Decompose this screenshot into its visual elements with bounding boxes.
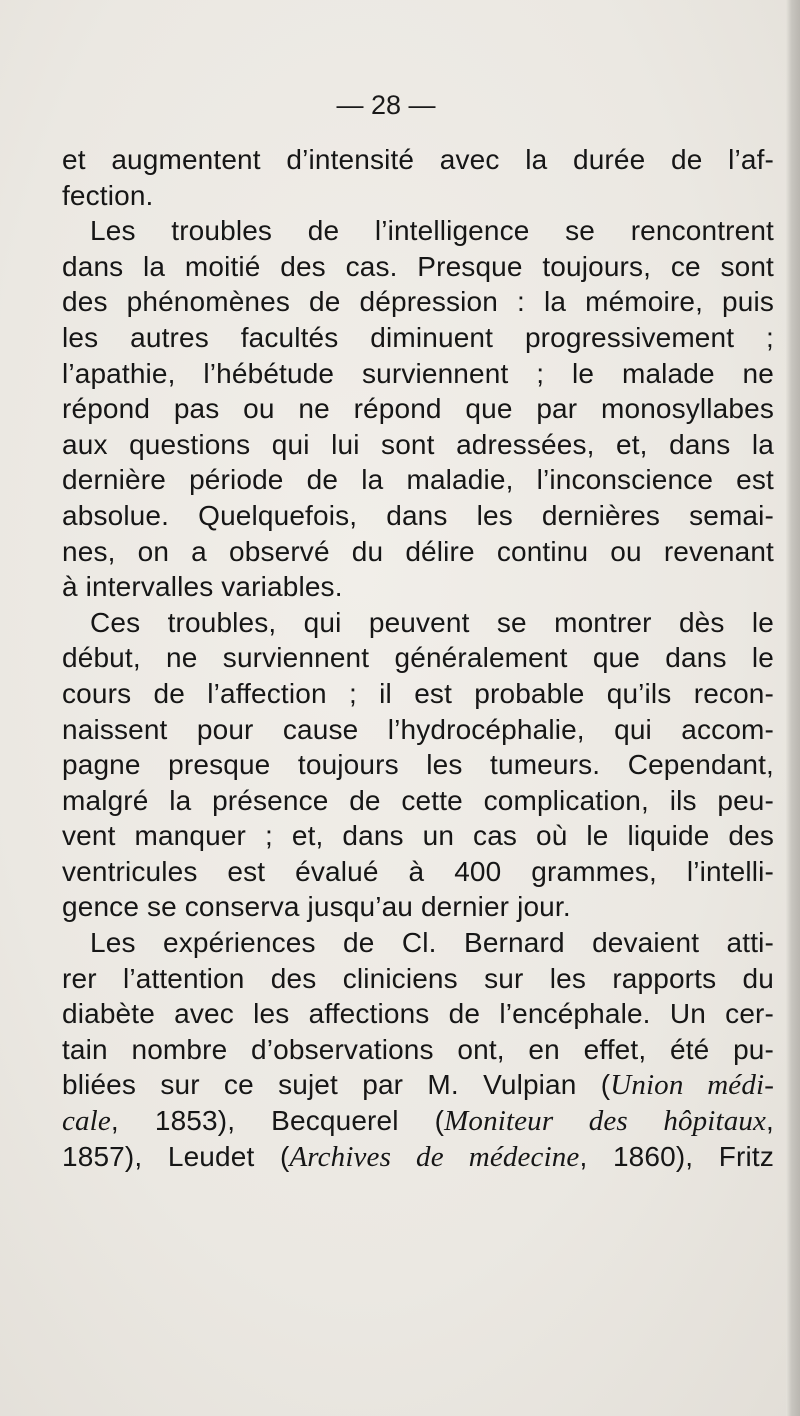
italic-citation: Moniteur des hôpitaux	[444, 1105, 767, 1138]
text-line: cours de l’affection ; il est probable qu’ils recon-	[62, 677, 774, 709]
text-segment: bliées sur ce sujet par M. Vulpian (	[62, 1069, 611, 1101]
italic-citation: Union médi-	[610, 1069, 774, 1102]
text-line: malgré la présence de cette complication, ils peu-	[62, 784, 774, 816]
text-line: nes, on a observé du délire continu ou revenant	[62, 535, 774, 567]
text-line: Ces troubles, qui peuvent se montrer dès le	[90, 606, 774, 638]
text-segment: 1857), Leudet (	[62, 1140, 290, 1172]
text-segment: ,	[766, 1105, 774, 1137]
text-line: diabète avec les affections de l’encéphale. Un cer-	[62, 998, 774, 1030]
text-line	[62, 1103, 774, 1139]
text-line: aux questions qui lui sont adressées, et, dans la	[62, 428, 774, 460]
italic-citation: cale	[62, 1105, 111, 1138]
text-line: absolue. Quelquefois, dans les dernières semai-	[62, 499, 774, 531]
text-line: ventricules est évalué à 400 grammes, l’intelli-	[62, 855, 774, 887]
text-line: répond pas ou ne répond que par monosyllabes	[62, 393, 774, 425]
body-text	[62, 142, 774, 1174]
text-line: des phénomènes de dépression : la mémoire, puis	[62, 286, 774, 318]
page-number: — 28 —	[336, 90, 436, 120]
text-line: pagne presque toujours les tumeurs. Cependant,	[62, 749, 774, 781]
text-line: dernière période de la maladie, l’inconscience est	[62, 464, 774, 496]
text-line: gence se conserva jusqu’au dernier jour.	[62, 891, 571, 923]
italic-citation: Archives de médecine	[289, 1140, 580, 1173]
text-line	[62, 1067, 774, 1103]
text-segment: , 1860), Fritz	[579, 1140, 774, 1172]
text-line: tain nombre d’observations ont, en effet, été pu-	[62, 1033, 774, 1065]
text-line: rer l’attention des cliniciens sur les rapports du	[62, 962, 774, 994]
text-line: Les troubles de l’intelligence se rencontrent	[90, 215, 774, 247]
text-line: naissent pour cause l’hydrocéphalie, qui accom-	[62, 713, 774, 745]
text-segment: , 1853), Becquerel (	[110, 1105, 445, 1137]
text-line	[62, 1139, 774, 1175]
text-line: à intervalles variables.	[62, 571, 343, 603]
text-line: début, ne surviennent généralement que dans le	[62, 642, 774, 674]
text-line: et augmentent d’intensité avec la durée de l’af-	[62, 144, 774, 175]
text-line: vent manquer ; et, dans un cas où le liquide des	[62, 820, 774, 852]
page-edge	[786, 0, 800, 1416]
text-line: dans la moitié des cas. Presque toujours, ce sont	[62, 250, 774, 282]
text-line: les autres facultés diminuent progressivement ;	[62, 321, 774, 353]
text-line: l’apathie, l’hébétude surviennent ; le malade ne	[62, 357, 774, 389]
text-line: Les expériences de Cl. Bernard devaient atti-	[90, 927, 774, 959]
text-line: fection.	[62, 179, 154, 211]
